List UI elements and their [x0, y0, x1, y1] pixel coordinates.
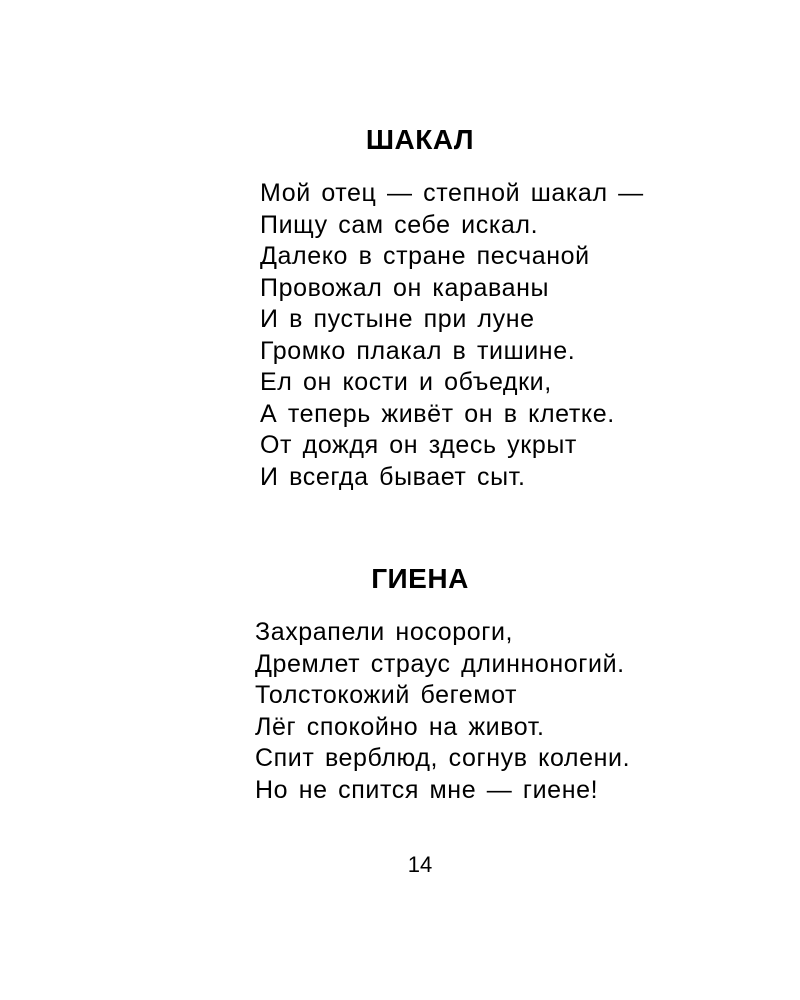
verse-line: Спит верблюд, согнув колени. [255, 744, 631, 772]
verse-line: Пищу сам себе искал. [260, 210, 539, 239]
verse-line: А теперь живёт он в клетке. [260, 399, 615, 428]
verse-line: Далеко в стране песчаной [260, 242, 590, 270]
page-number: 14 [407, 852, 433, 877]
verse-line: Провожал он караваны [260, 273, 550, 302]
verse-line: Но не спится мне — гиене! [255, 775, 599, 804]
verse-line: Захрапели носороги, [255, 618, 514, 646]
verse-line: Дремлет страус длинноногий. [255, 649, 625, 678]
verse-line: И в пустыне при луне [260, 305, 535, 333]
verse-line: Громко плакал в тишине. [260, 336, 576, 365]
poem-title-giena: ГИЕНА [371, 563, 469, 594]
verse-line: От дождя он здесь укрыт [260, 431, 577, 459]
verse-line: Мой отец — степной шакал — [260, 179, 644, 207]
verse-line: Лёг спокойно на живот. [255, 712, 545, 741]
poem-body-giena [255, 617, 630, 806]
verse-line: Ел он кости и объедки, [260, 368, 552, 396]
poem-body-shakal [260, 178, 644, 493]
verse-line: Толстокожий бегемот [255, 681, 518, 709]
poem-title-shakal: ШАКАЛ [365, 124, 475, 155]
verse-line: И всегда бывает сыт. [260, 462, 526, 491]
